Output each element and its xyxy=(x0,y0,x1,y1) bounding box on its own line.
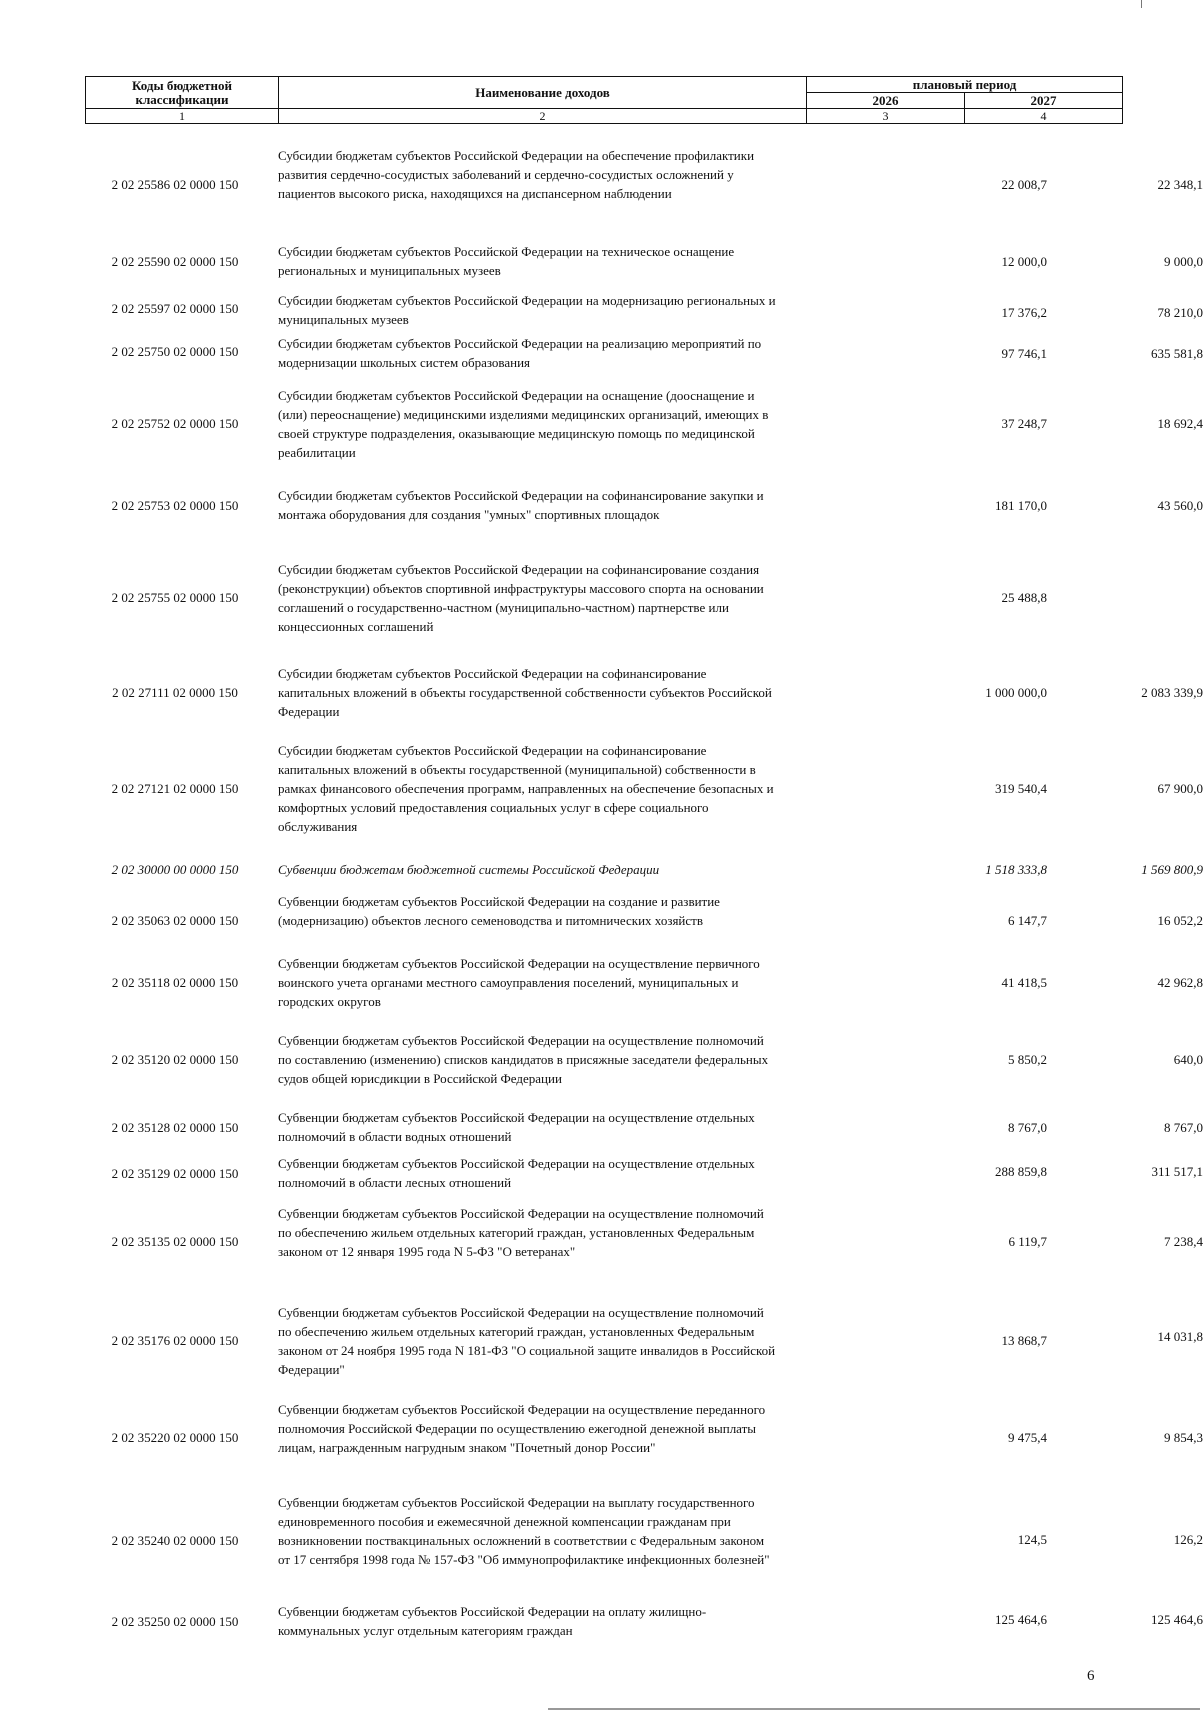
header-col-2: 2 xyxy=(279,109,807,124)
row-value-2027: 67 900,0 xyxy=(1157,781,1203,796)
row-value-2027: 22 348,1 xyxy=(1157,177,1203,192)
row-code: 2 02 25597 02 0000 150 xyxy=(111,301,239,316)
row-code: 2 02 35176 02 0000 150 xyxy=(111,1333,239,1348)
page-number: 6 xyxy=(1087,1668,1095,1684)
row-value-2027: 7 238,4 xyxy=(1164,1234,1203,1249)
row-value-2027: 78 210,0 xyxy=(1157,305,1203,320)
header-year-2026: 2026 xyxy=(807,93,965,109)
row-code: 2 02 30000 00 0000 150 xyxy=(111,862,239,877)
row-name: Субвенции бюджетам субъектов Российской Федерации на осуществление переданного полномочия Российской Федерации по осуществлению ежегодной денежной выплаты лицам, награжденным нагрудным знаком "Почетный донор России" xyxy=(278,1402,766,1455)
header-col-4: 4 xyxy=(965,109,1123,124)
header-period: плановый период xyxy=(807,77,1123,93)
scan-edge-mark xyxy=(1141,0,1142,8)
row-name: Субсидии бюджетам субъектов Российской Федерации на обеспечение профилактики развития сердечно-сосудистых заболеваний и сердечно-сосудистых осложнений у пациентов высокого риска, находящихся на диспансерном наблюдении xyxy=(278,148,755,201)
row-name: Субсидии бюджетам субъектов Российской Федерации на софинансирование закупки и монтажа оборудования для создания "умных" спортивных площадок xyxy=(278,488,764,522)
row-value-2027: 9 854,3 xyxy=(1164,1430,1203,1445)
header-year-2027: 2027 xyxy=(965,93,1123,109)
row-name: Субсидии бюджетам субъектов Российской Федерации на модернизацию региональных и муниципальных музеев xyxy=(278,293,776,327)
row-value-2027: 126,2 xyxy=(1173,1532,1203,1547)
row-value-2026: 37 248,7 xyxy=(1001,416,1047,431)
row-code: 2 02 25750 02 0000 150 xyxy=(111,344,239,359)
row-value-2026: 1 518 333,8 xyxy=(985,862,1047,877)
row-name: Субвенции бюджетам субъектов Российской Федерации на осуществление отдельных полномочий в области лесных отношений xyxy=(278,1156,755,1190)
row-value-2026: 125 464,6 xyxy=(995,1612,1047,1627)
row-name: Субвенции бюджетам бюджетной системы Российской Федерации xyxy=(278,862,660,877)
row-code: 2 02 27111 02 0000 150 xyxy=(112,685,238,700)
row-name: Субвенции бюджетам субъектов Российской Федерации на осуществление полномочий по обеспечению жильем отдельных категорий граждан, установленных Федеральным законом от 24 ноября 1995 года N 181-ФЗ "О социальной защите инвалидов в Российской Федерации" xyxy=(278,1305,776,1377)
row-value-2026: 124,5 xyxy=(1017,1532,1047,1547)
row-value-2026: 97 746,1 xyxy=(1001,346,1047,361)
row-code: 2 02 35128 02 0000 150 xyxy=(111,1120,239,1135)
row-name: Субсидии бюджетам субъектов Российской Федерации на техническое оснащение региональных и муниципальных музеев xyxy=(278,244,735,278)
header-col-3: 3 xyxy=(807,109,965,124)
row-value-2026: 288 859,8 xyxy=(995,1164,1047,1179)
row-value-2027: 640,0 xyxy=(1173,1052,1203,1067)
row-code: 2 02 25586 02 0000 150 xyxy=(111,177,239,192)
row-name: Субвенции бюджетам субъектов Российской Федерации на осуществление первичного воинского учета органами местного самоуправления поселений, муниципальных и городских округов xyxy=(278,956,760,1009)
row-value-2027: 43 560,0 xyxy=(1157,498,1203,513)
row-value-2026: 17 376,2 xyxy=(1001,305,1047,320)
row-value-2026: 41 418,5 xyxy=(1001,975,1047,990)
row-name: Субвенции бюджетам субъектов Российской Федерации на осуществление отдельных полномочий в области водных отношений xyxy=(278,1110,755,1144)
row-value-2026: 181 170,0 xyxy=(995,498,1047,513)
row-name: Субсидии бюджетам субъектов Российской Федерации на оснащение (дооснащение и (или) переоснащение) медицинскими изделиями медицинских организаций, имеющих в своей структуре подразделения, оказывающие медицинскую помощь по медицинской реабилитации xyxy=(278,388,769,460)
row-value-2026: 9 475,4 xyxy=(1008,1430,1047,1445)
row-value-2027: 8 767,0 xyxy=(1164,1120,1203,1135)
row-name: Субвенции бюджетам субъектов Российской Федерации на осуществление полномочий по обеспечению жильем отдельных категорий граждан, установленных Федеральным законом от 12 января 1995 года N 5-ФЗ "О ветеранах" xyxy=(278,1206,764,1259)
row-code: 2 02 35118 02 0000 150 xyxy=(111,975,239,990)
header-name: Наименование доходов xyxy=(279,77,807,109)
row-value-2026: 1 000 000,0 xyxy=(985,685,1047,700)
row-value-2026: 319 540,4 xyxy=(995,781,1047,796)
table-header xyxy=(85,76,1123,124)
row-name: Субвенции бюджетам субъектов Российской Федерации на создание и развитие (модернизацию) объектов лесного семеноводства и питомнических хозяйств xyxy=(278,894,720,928)
row-code: 2 02 25753 02 0000 150 xyxy=(111,498,239,513)
row-value-2027: 125 464,6 xyxy=(1151,1612,1203,1627)
row-code: 2 02 35063 02 0000 150 xyxy=(111,913,239,928)
row-name: Субсидии бюджетам субъектов Российской Федерации на софинансирование капитальных вложений в объекты государственной собственности субъектов Российской Федерации xyxy=(278,666,772,719)
row-value-2027: 635 581,8 xyxy=(1151,346,1203,361)
row-code: 2 02 27121 02 0000 150 xyxy=(111,781,239,796)
row-value-2026: 25 488,8 xyxy=(1001,590,1047,605)
row-value-2027: 42 962,8 xyxy=(1157,975,1203,990)
row-code: 2 02 35120 02 0000 150 xyxy=(111,1052,239,1067)
row-value-2026: 8 767,0 xyxy=(1008,1120,1047,1135)
header-col-1: 1 xyxy=(86,109,279,124)
row-code: 2 02 25755 02 0000 150 xyxy=(111,590,239,605)
row-code: 2 02 35220 02 0000 150 xyxy=(111,1430,239,1445)
row-name: Субсидии бюджетам субъектов Российской Федерации на реализацию мероприятий по модернизации школьных систем образования xyxy=(278,336,762,370)
row-value-2026: 22 008,7 xyxy=(1001,177,1047,192)
row-value-2027: 311 517,1 xyxy=(1151,1164,1203,1179)
row-name: Субсидии бюджетам субъектов Российской Федерации на софинансирование создания (реконструкции) объектов спортивной инфраструктуры массового спорта на основании соглашений о государственно-частном (муниципально-частном) партнерстве или концессионных соглашений xyxy=(278,562,764,634)
row-code: 2 02 35129 02 0000 150 xyxy=(111,1166,239,1181)
row-value-2027: 14 031,8 xyxy=(1157,1329,1203,1344)
row-code: 2 02 25752 02 0000 150 xyxy=(111,416,239,431)
row-code: 2 02 35250 02 0000 150 xyxy=(111,1614,239,1629)
row-name: Субвенции бюджетам субъектов Российской Федерации на осуществление полномочий по составлению (изменению) списков кандидатов в присяжные заседатели федеральных судов общей юрисдикции в Российской Федерации xyxy=(278,1033,769,1086)
row-code: 2 02 35135 02 0000 150 xyxy=(111,1234,239,1249)
row-value-2026: 12 000,0 xyxy=(1001,254,1047,269)
row-name: Субсидии бюджетам субъектов Российской Федерации на софинансирование капитальных вложений в объекты государственной (муниципальной) собственности в рамках финансового обеспечения программ, направленных на обеспечение безопасных и комфортных условий предоставления социальных услуг в сфере социального обслуживания xyxy=(278,743,774,834)
row-code: 2 02 35240 02 0000 150 xyxy=(111,1533,239,1548)
header-codes: Коды бюджетной классификации xyxy=(86,77,279,109)
row-value-2026: 6 147,7 xyxy=(1008,913,1047,928)
row-value-2026: 13 868,7 xyxy=(1001,1333,1047,1348)
row-name: Субвенции бюджетам субъектов Российской Федерации на выплату государственного единовременного пособия и ежемесячной денежной компенсации гражданам при возникновении поствакцинальных осложнений в соответствии с Федеральным законом от 17 сентября 1998 года № 157-ФЗ "Об иммунопрофилактике инфекционных болезней" xyxy=(278,1495,770,1567)
row-value-2026: 5 850,2 xyxy=(1008,1052,1047,1067)
row-value-2026: 6 119,7 xyxy=(1008,1234,1047,1249)
row-value-2027: 2 083 339,9 xyxy=(1141,685,1203,700)
row-value-2027: 18 692,4 xyxy=(1157,416,1203,431)
row-code: 2 02 25590 02 0000 150 xyxy=(111,254,239,269)
row-value-2027: 16 052,2 xyxy=(1157,913,1203,928)
row-name: Субвенции бюджетам субъектов Российской Федерации на оплату жилищно-коммунальных услуг отдельным категориям граждан xyxy=(278,1604,707,1638)
row-value-2027: 9 000,0 xyxy=(1164,254,1203,269)
row-value-2027: 1 569 800,9 xyxy=(1141,862,1203,877)
